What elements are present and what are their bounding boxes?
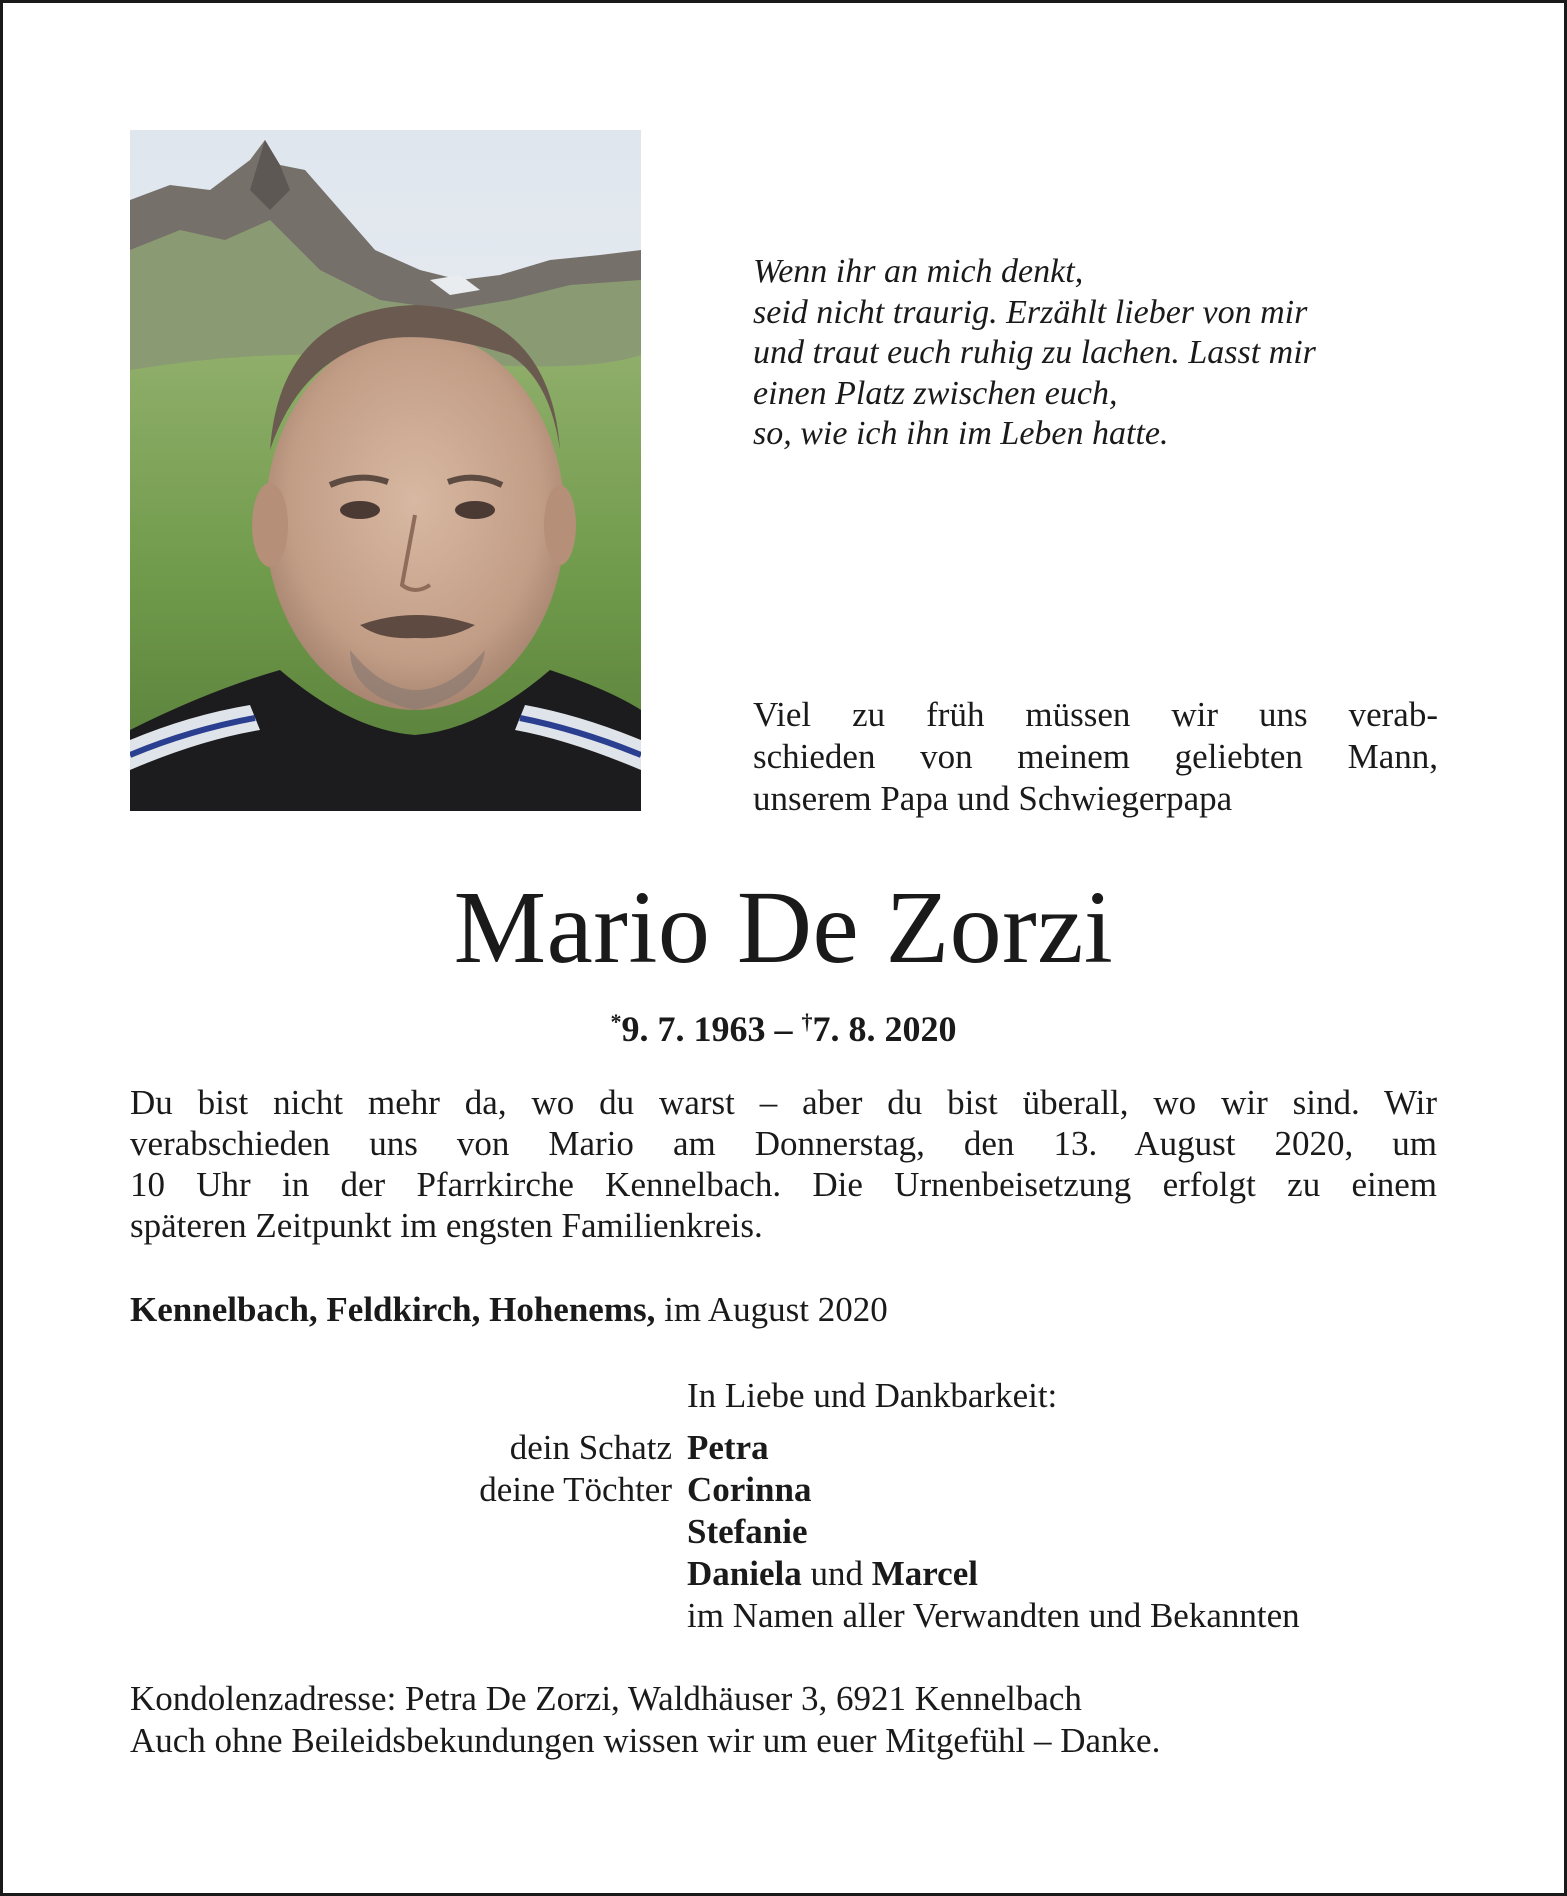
portrait-photo xyxy=(130,130,641,811)
notice-date: im August 2020 xyxy=(655,1290,888,1329)
towns: Kennelbach, Feldkirch, Hohenems, xyxy=(130,1290,656,1329)
poem xyxy=(753,252,1453,455)
relations xyxy=(300,1427,672,1511)
mourner-name: Daniela xyxy=(687,1554,802,1593)
funeral-announcement xyxy=(130,1082,1437,1246)
intro-line: unserem Papa und Schwiegerpapa xyxy=(753,779,1233,818)
mourner-name: Stefanie xyxy=(687,1512,808,1551)
mourner-name: Corinna xyxy=(687,1470,812,1509)
mourners-closing: im Namen aller Verwandten und Bekannten xyxy=(687,1596,1300,1635)
poem-line: Wenn ihr an mich denkt, xyxy=(753,253,1084,290)
intro-text xyxy=(753,694,1438,820)
poem-line: seid nicht traurig. Erzählt lieber von mir xyxy=(753,293,1308,331)
portrait-image xyxy=(130,130,641,811)
poem-line: so, wie ich ihn im Leben hatte. xyxy=(753,415,1169,452)
poem-line: einen Platz zwischen euch, xyxy=(753,374,1118,412)
mourner-name: Petra xyxy=(687,1428,769,1467)
birth-mark: * xyxy=(610,1009,622,1034)
signoff: In Liebe und Dankbarkeit: xyxy=(687,1376,1058,1415)
life-dates xyxy=(0,1000,1567,1051)
poem-line: und traut euch ruhig zu lachen. Lasst mir xyxy=(753,334,1316,371)
relation-spouse: dein Schatz xyxy=(509,1428,672,1467)
death-mark: † xyxy=(801,1009,813,1034)
birth-date: 9. 7. 1963 xyxy=(621,1009,766,1049)
date-separator: – xyxy=(765,1009,802,1049)
announcement-line: verabschieden uns von Mario am Donnerstag, den 13. August 2020, um xyxy=(130,1124,1437,1163)
announcement-line: späteren Zeitpunkt im engsten Familienkreis. xyxy=(130,1206,763,1245)
intro-line: schieden von meinem geliebten Mann, xyxy=(753,737,1438,776)
relation-daughters: deine Töchter xyxy=(479,1470,672,1509)
mourners xyxy=(687,1427,1447,1637)
mourner-name: Marcel xyxy=(871,1554,978,1593)
connector: und xyxy=(801,1554,872,1593)
announcement-line: 10 Uhr in der Pfarrkirche Kennelbach. Die Urnenbeisetzung erfolgt zu einem xyxy=(130,1165,1437,1204)
announcement-line: Du bist nicht mehr da, wo du warst – aber du bist überall, wo wir sind. Wir xyxy=(130,1083,1437,1122)
death-date: 7. 8. 2020 xyxy=(812,1009,957,1049)
condolence-address: Kondolenzadresse: Petra De Zorzi, Waldhäuser 3, 6921 Kennelbach xyxy=(130,1679,1082,1718)
intro-line: Viel zu früh müssen wir uns verab- xyxy=(753,695,1438,734)
footer-note: Auch ohne Beileidsbekundungen wissen wir um euer Mitgefühl – Danke. xyxy=(130,1721,1161,1760)
footer xyxy=(130,1678,1450,1762)
place-and-date xyxy=(130,1289,1430,1331)
deceased-name: Mario De Zorzi xyxy=(453,870,1114,985)
